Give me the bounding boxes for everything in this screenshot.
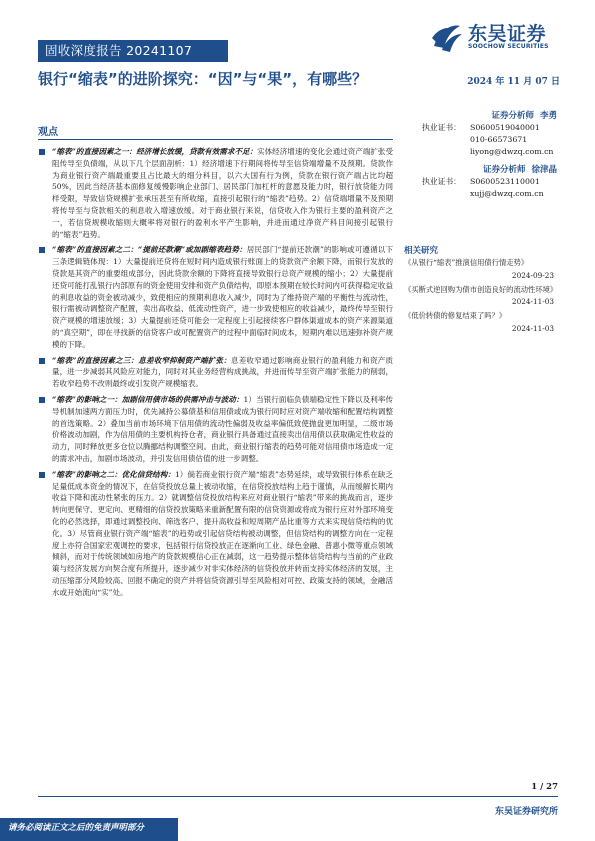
viewpoint-paragraph-5 — [38, 469, 393, 599]
bullet-square-icon — [39, 358, 45, 364]
publish-date: 2024 年 11 月 07 日 — [467, 77, 560, 87]
section-heading: 观点 — [38, 127, 58, 138]
page-title: 银行“缩表”的进阶探究：“因”与“果”，有哪些？ — [38, 70, 368, 88]
paragraph-body: 1）倘若商业银行资产端“缩表”态势延续，或导致银行体系在缺乏足量低成本资金的情况下，在信贷投放总量上被动收缩，在信贷投放结构上趋于谨慎，从而缓解长期内收益下降和流动性紧张的压力。2）就调整信贷投放结构来应对商业银行“缩表”带来的挑战而言，逐步转向更保守、更定向、更精细的信贷投放策略来重新配置有限的信贷资源或将成为银行应对外部环境变化的必然选择，即通过调整投向、筛选客户、提升高收益和短周期产品比重等方式来实现信贷结构的优化。3）尽管商业银行资产端“缩表”的趋势或引起信贷结构被动调整，但信贷结构的调整方向在一定程度上亦符合国家宏观调控的要求，包括银行信贷投放正在逐渐向工业、绿色金融、普惠小微等重点领域倾斜，而对于传统领域如房地产的贷款规模信心正在减弱，这一趋势提示整体信贷结构与当前的产业政策与经济发展方向契合度有所提升，逐步减少对非实体经济的信贷投放并转而支持实体经济的发展，主动压缩部分风险较高、回报不确定的资产并将信贷资源引导至风险相对可控、政策支持的领域，金融活水或开始流向“实”处。 — [52, 469, 393, 597]
paragraph-lead: “缩表”的直接因素之三：息差收窄抑制资产端扩张： — [52, 355, 231, 365]
related-item-title[interactable]: 《低价转债的修复结束了吗？》 — [404, 311, 507, 320]
cert-label: 执业证书： — [422, 177, 461, 186]
viewpoint-paragraph-4 — [38, 394, 393, 465]
spacer — [422, 146, 470, 158]
related-item-date: 2024-11-03 — [511, 297, 554, 306]
footer-firm-name: 东吴证券研究所 — [494, 807, 558, 817]
analyst-1-phone-row — [422, 134, 557, 146]
spacer — [422, 188, 470, 200]
paragraph-body: 息差收窄通过影响商业银行的盈利能力和资产质量，进一步减弱其风险应对能力，同时对其业务经营构成挑战，并进而传导至资产端扩张能力的削弱，若收窄趋势不改则最终或引发资产规模缩表。 — [52, 355, 393, 389]
paragraph-lead: “缩表”的影响之二：优化信贷结构： — [52, 469, 175, 479]
analyst-email[interactable]: liyong@dwzq.com.cn — [470, 147, 554, 156]
bullet-square-icon — [39, 397, 45, 403]
logo-text-en: SOOCHOW SECURITIES — [468, 43, 549, 50]
paragraph-lead: “缩表”的直接因素之二：“提前还款潮”或加剧缩表趋势： — [52, 245, 247, 255]
analyst-phone: 010-66573671 — [470, 135, 528, 144]
spacer — [422, 134, 470, 146]
paragraph-body: 居民部门“提前还款潮”的影响或可遵循以下三条逻辑链体现：1）大量提前还贷将在短时间内造成银行账面上的贷款资产余额下降，而银行发放的贷款是其资产的重要组成部分，因此贷款余额的下降将直接导致银行总资产规模的缩小；2）大量提前还贷可能打乱银行内部原有的资金使用安排和资产负债结构，即原本预期在较长时间内可获得稳定收益的利息收益的资金被动减少，致使相应的预期利息收入减少，同时为了维持资产端的平衡性与流动性，银行需被动调整资产配置，卖出高收益、低流动性资产，进一步致使相应的收益减少，最终传导至银行资产规模的增速放缓；3）大量提前还贷可能会一定程度上引起接续客户群体渠道成本的资产来源渠道的“真空期”，即在寻找新的信贷客户或可配置资产的过程中面临时间成本，短期内难以迅速弥补资产规模的下降。 — [52, 245, 393, 349]
footer-divider — [38, 796, 558, 797]
cert-label: 执业证书： — [422, 123, 461, 132]
analyst-1-heading — [422, 110, 557, 122]
logo-text-cn: 东吴证券 — [468, 23, 547, 45]
report-type-tag: 固收深度报告 20241107 — [38, 40, 228, 62]
cert-number: S0600523110001 — [470, 177, 540, 186]
cert-number: S0600519040001 — [470, 123, 540, 132]
analyst-2-email-row — [422, 188, 557, 200]
paragraph-lead: “缩表”的影响之一：加剧信用债市场的供需冲击与波动： — [52, 394, 244, 404]
analyst-email[interactable]: xujj@dwzq.com.cn — [470, 189, 544, 198]
related-item-date: 2024-11-03 — [511, 323, 554, 333]
main-content — [38, 142, 393, 598]
paragraph-body: 1）当银行面临负债端稳定性下降以及利率传导机制加速两方面压力时，优先减持公募债基和信用债或成为银行同时应对资产端收缩和配置结构调整的首选策略。2）叠加当前市场环境下信用债的流动性偏弱及收益率偏低致使抛盘更加明显，二级市场价格波动加剧，作为信用债的主要机构持仓者，商业银行具备通过直接卖出信用债以获取确定性收益的动力，同时释放更多仓位以腾挪结构调整空间。由此，商业银行缩表的趋势可能对信用债市场造成一定的需求冲击，加剧市场波动，并引发信用债估值的进一步调整。 — [52, 394, 393, 463]
analyst-title: 证券分析师 — [491, 111, 535, 121]
disclaimer-banner: 请务必阅读正文之后的免责声明部分 — [0, 818, 178, 841]
viewpoint-paragraph-3 — [38, 355, 393, 390]
page-number: 1 / 27 — [531, 782, 558, 792]
company-logo — [430, 18, 560, 58]
bullet-square-icon — [39, 149, 45, 155]
analyst-info — [422, 110, 557, 200]
paragraph-body: 实体经济增速的变化会通过资产端扩张受阻传导至负债端，从以下几个层面剖析：1）经济增速下行期间将传导至信贷端增量不及预期。贷款作为商业银行资产端最重要且占比最大的细分科目，以六大国有行为例，贷款在银行资产端占比均超 50%，因此当经济基本面修复缓慢影响企业部门、居民部门加杠杆的意愿及能力时，银行放贷能力同样受限，导致信贷规模扩张承压甚至有所收缩，直接引起银行的“缩表”趋势。2）信贷端增量不及预期将传导至与贷款相关的利息收入增速放缓。对于商业银行来说，信贷收入作为银行主要的盈利资产之一，若信贷规模收缩则大概率将对银行的盈利水平产生影响，并进而通过净资产科目间接引起银行的“缩表”趋势。 — [52, 147, 393, 239]
related-item-title[interactable]: 《从银行“缩表”推演信用债行情走势》 — [404, 258, 529, 267]
analyst-2-heading — [422, 164, 557, 176]
related-research-heading: 相关研究 — [404, 246, 439, 256]
analyst-name: 徐津晶 — [531, 165, 557, 175]
related-item-date: 2024-09-23 — [511, 270, 554, 280]
viewpoint-paragraph-1 — [38, 146, 393, 240]
viewpoint-paragraph-2 — [38, 244, 393, 350]
analyst-2-cert-row — [422, 176, 557, 188]
paragraph-lead: “缩表”的直接因素之一：经济增长放缓，贷款有效需求不足： — [52, 147, 258, 156]
analyst-title: 证券分析师 — [483, 165, 526, 175]
related-research-list — [404, 257, 558, 337]
heading-divider — [38, 139, 393, 140]
bullet-square-icon — [39, 472, 45, 478]
analyst-1-cert-row — [422, 122, 557, 134]
logo-mark-icon — [430, 20, 464, 54]
related-item-title[interactable]: 《买断式逆回购为债市创造良好的流动性环境》 — [404, 284, 558, 294]
analyst-1-email-row — [422, 146, 557, 158]
bullet-square-icon — [39, 247, 45, 253]
analyst-name: 李勇 — [539, 111, 557, 121]
